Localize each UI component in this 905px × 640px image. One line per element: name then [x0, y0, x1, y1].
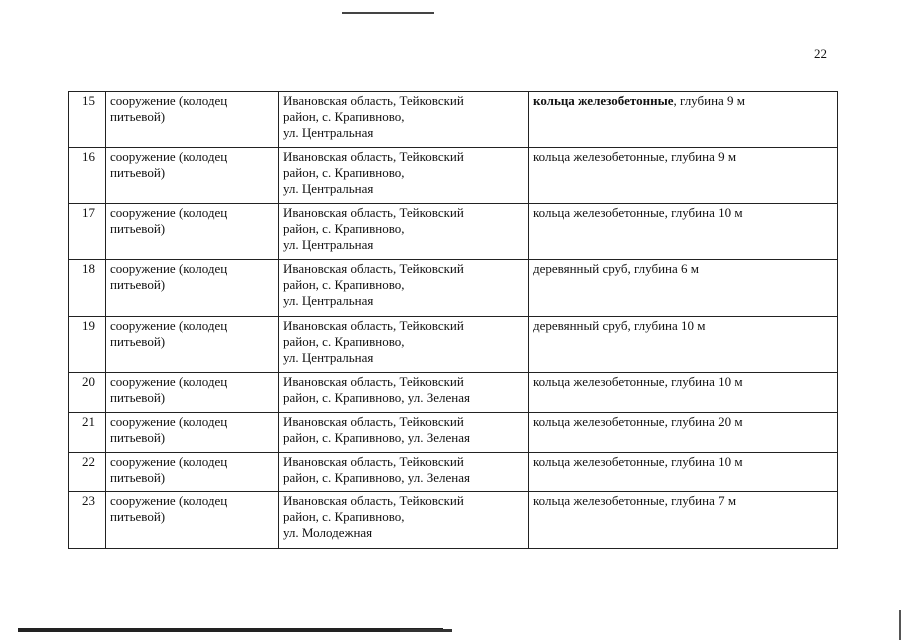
address-line: Ивановская область, Тейковский [283, 493, 464, 508]
object-description [529, 260, 838, 317]
object-address [279, 453, 529, 492]
description-bold: кольца железобетонные [533, 93, 674, 108]
table-row [69, 453, 838, 492]
address-line: Ивановская область, Тейковский [283, 149, 464, 164]
object-description [529, 492, 838, 549]
address-line: район, с. Крапивново, [283, 165, 405, 180]
object-address [279, 204, 529, 260]
table-row [69, 204, 838, 260]
address-line: Ивановская область, Тейковский [283, 318, 464, 333]
table-row [69, 148, 838, 204]
address-line: район, с. Крапивново, [283, 109, 405, 124]
object-type: сооружение (колодец питьевой) [106, 492, 279, 549]
table-row [69, 260, 838, 317]
description-text: кольца железобетонные, глубина 9 м [533, 149, 737, 164]
object-type: сооружение (колодец питьевой) [106, 453, 279, 492]
object-type: сооружение (колодец питьевой) [106, 204, 279, 260]
row-number: 16 [69, 148, 106, 204]
object-description [529, 413, 838, 453]
address-line: ул. Центральная [283, 293, 374, 308]
table-row [69, 92, 838, 148]
address-line: район, с. Крапивново, ул. Зеленая [283, 470, 470, 485]
address-line: район, с. Крапивново, ул. Зеленая [283, 390, 470, 405]
row-number: 21 [69, 413, 106, 453]
object-type: сооружение (колодец питьевой) [106, 260, 279, 317]
address-line: ул. Молодежная [283, 525, 373, 540]
table-row [69, 413, 838, 453]
object-description [529, 453, 838, 492]
row-number: 19 [69, 317, 106, 373]
row-number: 20 [69, 373, 106, 413]
address-line: Ивановская область, Тейковский [283, 414, 464, 429]
description-text: кольца железобетонные, глубина 7 м [533, 493, 737, 508]
address-line: район, с. Крапивново, ул. Зеленая [283, 430, 470, 445]
object-type: сооружение (колодец питьевой) [106, 92, 279, 148]
address-line: Ивановская область, Тейковский [283, 205, 464, 220]
object-address [279, 492, 529, 549]
description-text: деревянный сруб, глубина 10 м [533, 318, 706, 333]
description-text: деревянный сруб, глубина 6 м [533, 261, 700, 276]
scan-bottom-mark-2 [400, 629, 452, 632]
address-line: Ивановская область, Тейковский [283, 454, 464, 469]
object-address [279, 317, 529, 373]
object-description [529, 148, 838, 204]
address-line: район, с. Крапивново, [283, 221, 405, 236]
description-text: , глубина 9 м [673, 93, 746, 108]
object-description [529, 92, 838, 148]
object-address [279, 413, 529, 453]
table-row [69, 373, 838, 413]
row-number: 23 [69, 492, 106, 549]
address-line: ул. Центральная [283, 237, 374, 252]
row-number: 15 [69, 92, 106, 148]
row-number: 17 [69, 204, 106, 260]
wells-register-table [68, 91, 838, 549]
table-row [69, 317, 838, 373]
object-address [279, 92, 529, 148]
address-line: район, с. Крапивново, [283, 334, 405, 349]
object-type: сооружение (колодец питьевой) [106, 317, 279, 373]
description-text: кольца железобетонные, глубина 20 м [533, 414, 743, 429]
address-line: район, с. Крапивново, [283, 277, 405, 292]
address-line: ул. Центральная [283, 350, 374, 365]
object-address [279, 373, 529, 413]
address-line: Ивановская область, Тейковский [283, 374, 464, 389]
object-description [529, 373, 838, 413]
scan-edge-mark [899, 610, 901, 640]
address-line: Ивановская область, Тейковский [283, 261, 464, 276]
scan-bottom-mark [18, 628, 443, 632]
object-type: сооружение (колодец питьевой) [106, 373, 279, 413]
row-number: 18 [69, 260, 106, 317]
table-row [69, 492, 838, 549]
address-line: ул. Центральная [283, 125, 374, 140]
scan-top-mark [342, 12, 434, 14]
page-number: 22 [814, 46, 827, 61]
object-description [529, 204, 838, 260]
object-type: сооружение (колодец питьевой) [106, 413, 279, 453]
address-line: район, с. Крапивново, [283, 509, 405, 524]
object-type: сооружение (колодец питьевой) [106, 148, 279, 204]
address-line: ул. Центральная [283, 181, 374, 196]
row-number: 22 [69, 453, 106, 492]
description-text: кольца железобетонные, глубина 10 м [533, 374, 743, 389]
description-text: кольца железобетонные, глубина 10 м [533, 454, 743, 469]
object-description [529, 317, 838, 373]
object-address [279, 260, 529, 317]
object-address [279, 148, 529, 204]
address-line: Ивановская область, Тейковский [283, 93, 464, 108]
description-text: кольца железобетонные, глубина 10 м [533, 205, 743, 220]
